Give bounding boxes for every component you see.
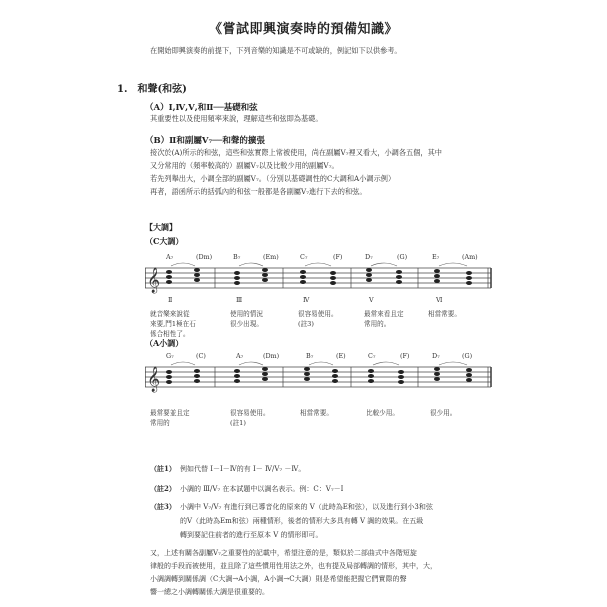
- chord-comment: 常用的。: [364, 320, 391, 328]
- chord-label: A₇: [166, 253, 174, 261]
- closing-line: 小調調轉到關係調（C大調→A小調，A小調→C大調）則是希望能把握它們實際的聲: [150, 575, 407, 583]
- svg-text:𝄞: 𝄞: [147, 268, 161, 293]
- chord-label: D₇: [432, 352, 440, 360]
- chord-label: (G): [397, 253, 408, 261]
- roman-numeral: Ⅲ: [236, 296, 243, 304]
- closing-line: 律般的手段而被使用，並且除了這些慣用性用法之外，也有提及局部轉調的情形，其中，大，: [150, 562, 437, 570]
- note-mark: （註3）: [150, 502, 176, 511]
- intro-text: 在開始即興演奏的前提下，下列音樂的知識是不可或缺的，例記如下以供參考。: [150, 46, 402, 55]
- chord-label: (Dm): [263, 352, 280, 360]
- chord-label: B₇: [233, 253, 241, 261]
- subsection-a-heading: （A）Ⅰ,Ⅳ,Ⅴ,和Ⅱ──基礎和弦: [145, 103, 258, 113]
- roman-numeral: Ⅴ: [369, 296, 374, 304]
- chord-label: (G): [462, 352, 473, 360]
- subsection-b-heading: （B）Ⅱ和副屬Ⅴ₇──和聲的擴張: [145, 136, 265, 146]
- major-key-label: （C大調）: [145, 236, 184, 246]
- chord-comment: 很少出現。: [230, 320, 263, 328]
- chord-label: (Em): [263, 253, 279, 261]
- chord-comment: 很容易使用。: [230, 409, 270, 417]
- minor-key-label: （A小調）: [145, 338, 184, 348]
- chord-comment: 使用的情況: [230, 310, 263, 318]
- chord-comment: 來要,鬥1極在石: [150, 320, 196, 328]
- note-text: 的Ⅴ（此時為Em和弦）兩種情形，後者的情形大多具有轉 Ⅴ 調的效果。在五級: [180, 517, 424, 525]
- chord-comment: 常用的: [150, 419, 170, 427]
- section-heading: 1. 和聲(和弦): [117, 84, 187, 95]
- minor-staff: [145, 357, 493, 401]
- chord-label: (C): [196, 352, 206, 360]
- note-text: 小調的 Ⅲ/Ⅴ₇ 在本試題中以調名表示。例：C：Ⅴ₇－Ⅰ: [180, 485, 344, 493]
- chord-comment: 係合相性了。: [150, 330, 190, 338]
- subsection-a-text: 其重要性以及使用頻率來說，理解這些和弦即為基礎。: [150, 114, 323, 123]
- subsection-b-line: 再者，語函所示的括弧內的和弦一般都是各副屬Ⅴ₇進行下去的和弦。: [150, 187, 367, 196]
- chord-comment: (註3): [298, 320, 314, 328]
- chord-label: C₇: [300, 253, 308, 261]
- roman-numeral: Ⅵ: [436, 296, 443, 304]
- svg-text:𝄞: 𝄞: [147, 367, 161, 392]
- chord-comment: 相當常要。: [300, 409, 333, 417]
- chord-label: (F): [333, 253, 343, 261]
- chord-label: G₇: [166, 352, 174, 360]
- chord-label: C₇: [368, 352, 376, 360]
- closing-line: 又，上述有關各副屬Ⅴ₇之重要性的記載中，希望注意的是，類似於二部曲式中各階短旋: [150, 549, 417, 557]
- chord-label: B₇: [306, 352, 314, 360]
- chord-label: D₇: [365, 253, 373, 261]
- chord-label: (Dm): [196, 253, 213, 261]
- chord-comment: 最常要並且定: [150, 409, 190, 417]
- chord-comment: (註1): [230, 419, 246, 427]
- roman-numeral: Ⅱ: [168, 296, 173, 304]
- note-text: 小調中 Ⅴ₇/Ⅴ₇ 有進行到已導音化的原來的 Ⅴ（此時為E和弦），以及進行到小3和弦: [180, 503, 433, 511]
- page-title: 《嘗試即興演奏時的預備知識》: [208, 22, 398, 37]
- chord-label: (E): [336, 352, 346, 360]
- chord-comment: 相當常要。: [428, 310, 461, 318]
- note-text: 轉到要記住前者的進行至原本 Ⅴ 的情形即可。: [180, 531, 323, 539]
- note-mark: （註2）: [150, 484, 176, 493]
- subsection-b-line: 又分常用的（頻率較高的）副屬Ⅴ₇以及比較少用的副屬Ⅴ₇。: [150, 161, 339, 170]
- chord-comment: 比較少用。: [366, 409, 399, 417]
- chord-comment: 很少用。: [430, 409, 457, 417]
- note-text: 例如代替 Ⅰ－Ⅰ－Ⅳ的有 Ⅰ－ Ⅳ/Ⅴ₇ －Ⅳ。: [180, 465, 306, 473]
- note-mark: （註1）: [150, 464, 176, 473]
- roman-numeral: Ⅳ: [303, 296, 310, 304]
- chord-label: A₇: [236, 352, 244, 360]
- chord-label: (Am): [462, 253, 478, 261]
- closing-line: 響一總之小調轉關係大調是很重要的。: [150, 588, 269, 596]
- subsection-b-line: 接次於(A)所示的和弦，這些和弦實際上常被使用，尚在副屬Ⅴ₇裡又看大，小調各五個，其中: [150, 148, 442, 157]
- chord-label: (F): [400, 352, 410, 360]
- chord-label: E₇: [432, 253, 440, 261]
- chord-comment: 就音樂來說從: [150, 310, 190, 318]
- chord-comment: 最常來看且定: [364, 310, 404, 318]
- subsection-b-line: 若先列舉出大，小調全部的副屬Ⅴ₇。（分別以基礎調性的C大調和A小調示例）: [150, 174, 396, 183]
- chord-comment: 很容易使用。: [298, 310, 338, 318]
- major-label-box: 【大調】: [145, 222, 177, 232]
